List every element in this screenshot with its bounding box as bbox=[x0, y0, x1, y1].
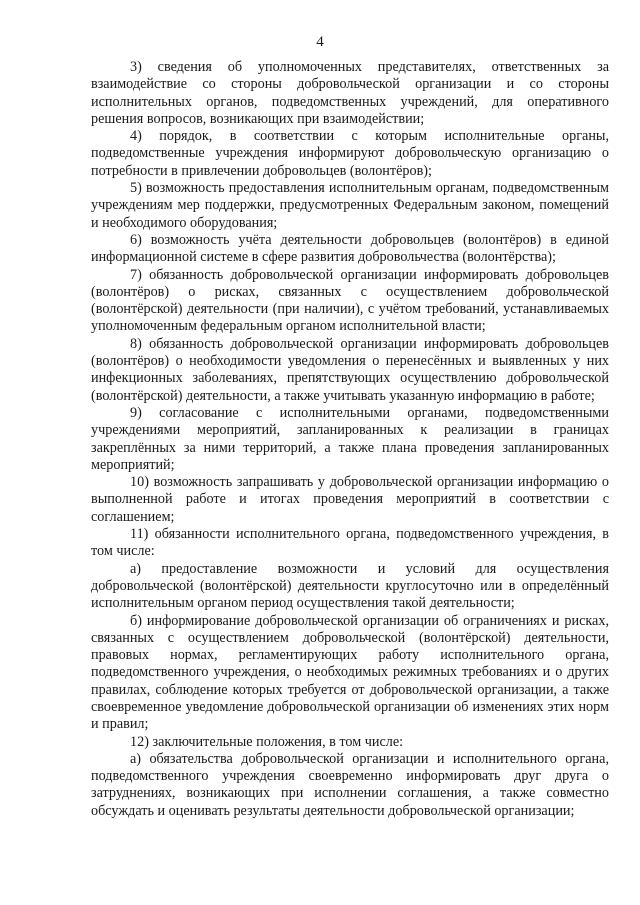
paragraph-item-11: 11) обязанности исполнительного органа, подведомственного учреждения, в том числе: bbox=[91, 526, 609, 560]
page-number: 4 bbox=[316, 34, 324, 50]
paragraph-subitem-11a: а) предоставление возможности и условий для осуществления добровольческой (волонтёрской) деятельности круглосуточно или в определённый исполнительным органом период осуществления такой деятельности; bbox=[91, 560, 609, 612]
paragraph-item-10: 10) возможность запрашивать у добровольческой организации информацию о выполненной работе и итогах проведения мероприятий в соответствии с соглашением; bbox=[91, 474, 609, 525]
paragraph-item-8: 8) обязанность добровольческой организации информировать добровольцев (волонтёров) о необходимости уведомления о перенесённых и выявленных у них инфекционных заболеваниях, препятствующих осуществлению добровольческой (волонтёрской) деятельности, а также учитывать указанную информацию в работе; bbox=[91, 335, 609, 404]
paragraph-subitem-11b: б) информирование добровольческой организации об ограничениях и рисках, связанных с осуществлением добровольческой (волонтёрской) деятельности, правовых нормах, регламентирующих работу исполнительного органа, подведомственного учреждения, о необходимых режимных требованиях и о других правилах, соблюдение которых требуется от добровольческой организации, а также своевременное уведомление добровольческой организации об изменениях этих норм и правил; bbox=[91, 612, 609, 733]
paragraph-item-12: 12) заключительные положения, в том числе: bbox=[130, 733, 404, 750]
paragraph-subitem-12a: а) обязательства добровольческой организации и исполнительного органа, подведомственного учреждения своевременно информировать друг друга о затруднениях, возникающих при исполнении соглашения, а также совместно обсуждать и оценивать результаты деятельности добровольческой организации; bbox=[91, 750, 609, 819]
paragraph-item-4: 4) порядок, в соответствии с которым исполнительные органы, подведомственные учреждения информируют добровольческую организацию о потребности в привлечении добровольцев (волонтёров); bbox=[91, 128, 609, 179]
paragraph-item-6: 6) возможность учёта деятельности добровольцев (волонтёров) в единой информационной системе в сфере развития добровольчества (волонтёрства); bbox=[91, 231, 609, 266]
paragraph-item-9: 9) согласование с исполнительными органами, подведомственными учреждениями мероприятий, запланированных к реализации в границах закреплённых за ними территорий, а также плана проведения запланированных мероприятий; bbox=[91, 404, 609, 473]
document-body bbox=[91, 59, 609, 820]
paragraph-item-5: 5) возможность предоставления исполнительным органам, подведомственным учреждениям мер поддержки, предусмотренных Федеральным законом, помещений и необходимого оборудования; bbox=[91, 180, 609, 231]
paragraph-item-3: 3) сведения об уполномоченных представителях, ответственных за взаимодействие со стороны добровольческой организации и со стороны исполнительных органов, подведомственных учреждений, для оперативного решения вопросов, возникающих при взаимодействии; bbox=[91, 59, 609, 127]
paragraph-item-7: 7) обязанность добровольческой организации информировать добровольцев (волонтёров) о рисках, связанных с осуществлением добровольческой (волонтёрской) деятельности (при наличии), с учётом требований, устанавливаемых уполномоченным федеральным органом исполнительной власти; bbox=[91, 266, 609, 335]
